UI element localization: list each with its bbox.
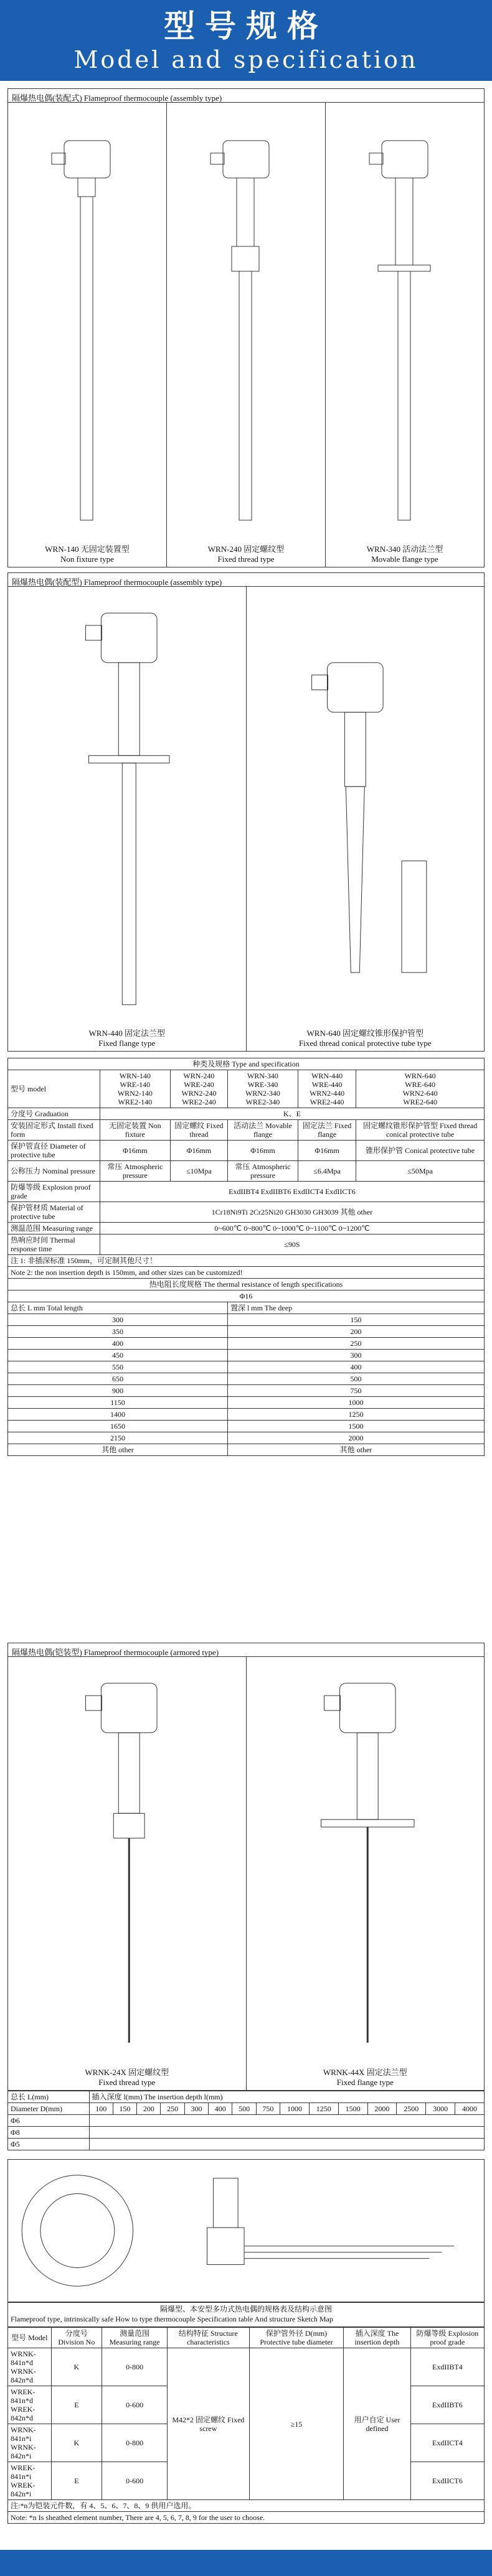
model-cell: WREK-841n*d WREK-842n*d — [8, 2386, 52, 2424]
item-en: Fixed thread conical protective tube type — [298, 1038, 432, 1048]
model-cell: WRN-140 WRE-140 WRN2-140 WRE2-140 — [100, 1070, 170, 1108]
install-value: 固定螺纹锥形保护管型 Fixed thread conical protective tube — [356, 1120, 485, 1141]
item-cn: WRNK-44X 固定法兰型 — [323, 2068, 407, 2077]
deep-cell: 300 — [227, 1350, 484, 1361]
depth-col: 500 — [232, 2103, 256, 2115]
depth-col: 1500 — [338, 2103, 367, 2115]
pressure-label: 公称压力 Nominal pressure — [8, 1161, 100, 1182]
graduation-label: 分度号 Graduation — [8, 1108, 100, 1120]
install-label: 安装固定形式 Install fixed form — [8, 1120, 100, 1141]
header-cell: 防爆等级 Explosion proof grade — [410, 2328, 484, 2348]
pressure-value: ≤6.4Mpa — [298, 1161, 356, 1182]
model-cell: WRN-240 WRE-240 WRN2-240 WRE2-240 — [170, 1070, 227, 1108]
material-label: 保护管材质 Material of protective tube — [8, 1202, 100, 1223]
model-cell: WRN-340 WRE-340 WRN2-340 WRE2-340 — [227, 1070, 298, 1108]
section-title: 隔爆热电偶(铠装型) Flameproof thermocouple (armored type) — [8, 1643, 484, 1657]
product-wrn-340 — [326, 103, 484, 567]
model-label: 型号 model — [8, 1070, 100, 1108]
deep-cell: 750 — [227, 1385, 484, 1397]
deep-cell: 其他 other — [227, 1444, 484, 1456]
length-cell: 650 — [8, 1373, 228, 1385]
install-value: 无固定装置 Non fixture — [100, 1120, 170, 1141]
diameter-cell: ≥15 — [249, 2348, 344, 2500]
depth-cell: 用户自定 User defined — [344, 2348, 410, 2500]
depth-col: 250 — [161, 2103, 184, 2115]
diameter-row: Φ8 — [8, 2127, 90, 2139]
time-value: ≤90S — [100, 1234, 484, 1255]
length-cell: 450 — [8, 1350, 228, 1361]
item-cn: WRN-140 无固定装置型 — [45, 544, 130, 554]
spec-table — [7, 1058, 485, 1456]
model-cell: WRN-440 WRE-440 WRN2-440 WRE2-440 — [298, 1070, 356, 1108]
depth-col: 300 — [184, 2103, 208, 2115]
total-length-label: 总长 L mm Total length — [8, 1302, 228, 1314]
thermocouple-drawing — [8, 587, 246, 1024]
diameter-label: Diameter D(mm) — [8, 2103, 90, 2115]
depth-col: 200 — [137, 2103, 161, 2115]
thermocouple-drawing — [8, 1657, 246, 2063]
grade-cell: ExdIIBT4 — [410, 2348, 484, 2386]
length-cell: 1650 — [8, 1421, 228, 1432]
header-cell: 测量范围 Measuring range — [102, 2328, 168, 2348]
division-cell: K — [51, 2424, 102, 2462]
item-en: Fixed flange type — [336, 2078, 394, 2087]
header-cell: 结构特征 Structure characteristics — [168, 2328, 250, 2348]
install-value: 固定螺纹 Fixed thread — [170, 1120, 227, 1141]
deep-cell: 1500 — [227, 1421, 484, 1432]
caption-cn: 隔爆型、本安型多功式热电偶的规格表及结构示意图 — [159, 2305, 332, 2313]
model-cell: WREK-841n*i WREK-842n*i — [8, 2462, 52, 2500]
length-cell: 其他 other — [8, 1444, 228, 1456]
length-diameter: Φ16 — [8, 1290, 485, 1302]
item-en: Fixed thread type — [98, 2078, 156, 2087]
header-cell: 型号 Model — [8, 2328, 52, 2348]
explosion-value: ExdIIBT4 ExdIIBT6 ExdIICT4 ExdIICT6 — [100, 1182, 484, 1202]
item-cn: WRN-440 固定法兰型 — [88, 1029, 165, 1038]
item-cn: WRN-640 固定螺纹锥形保护管型 — [306, 1029, 423, 1038]
multipoint-drawing-section — [7, 2159, 485, 2302]
spec-title: 种类及规格 Type and specification — [8, 1058, 485, 1070]
item-cn: WRN-340 活动法兰型 — [366, 544, 443, 554]
depth-col: 1250 — [309, 2103, 338, 2115]
note-en: Note: *n Is sheathed element number, There are 4, 5, 6, 7, 8, 9 for the user to choose. — [8, 2512, 485, 2524]
multipoint-caption — [7, 2302, 485, 2327]
deep-label: 置深 l mm The deep — [227, 1302, 484, 1314]
product-wrn-240 — [167, 103, 326, 567]
depth-col: 1000 — [280, 2103, 310, 2115]
depth-label: 插入深度 l(mm) The insertion depth l(mm) — [89, 2091, 484, 2103]
note-cn: 注:*n为铠装元件数，有 4、5、6、7、8、9 供用户选用。 — [8, 2500, 485, 2512]
model-cell: WRN-640 WRE-640 WRN2-640 WRE2-640 — [356, 1070, 485, 1108]
depth-col: 4000 — [455, 2103, 485, 2115]
deep-cell: 500 — [227, 1373, 484, 1385]
install-value: 活动法兰 Movable flange — [227, 1120, 298, 1141]
item-en: Movable flange type — [371, 554, 438, 564]
deep-cell: 2000 — [227, 1432, 484, 1444]
depth-col: 2500 — [397, 2103, 426, 2115]
product-wrn-440 — [8, 587, 247, 1051]
caption-en: Flameproof type, intrinsically safe How to type thermocouple Specification table And structure Sketch Map — [11, 2315, 333, 2323]
division-cell: E — [51, 2386, 102, 2424]
depth-col: 400 — [209, 2103, 232, 2115]
model-cell: WRNK-841n*i WRNK-842n*i — [8, 2424, 52, 2462]
section-title: 隔爆热电偶(装配式) Flameproof thermocouple (assembly type) — [8, 89, 484, 103]
range-value: 0~600℃ 0~800℃ 0~1000℃ 0~1100℃ 0~1200℃ — [100, 1223, 484, 1234]
armored-section — [7, 1643, 485, 2091]
length-cell: 2150 — [8, 1432, 228, 1444]
division-cell: K — [51, 2348, 102, 2386]
grade-cell: ExdIICT4 — [410, 2424, 484, 2462]
deep-cell: 200 — [227, 1326, 484, 1338]
time-label: 热响应时间 Thermal response time — [8, 1234, 100, 1255]
length-cell: 350 — [8, 1326, 228, 1338]
item-cn: WRN-240 固定螺纹型 — [207, 544, 285, 554]
range-cell: 0-800 — [102, 2348, 168, 2386]
grade-cell: ExdIIBT6 — [410, 2386, 484, 2424]
explosion-label: 防爆等级 Explosion proof grade — [8, 1182, 100, 1202]
multipoint-thermocouple-drawing — [8, 2160, 484, 2302]
division-cell: E — [51, 2462, 102, 2500]
pressure-value: 常压 Atmospheric pressure — [100, 1161, 170, 1182]
diameter-label: 保护管直径 Diameter of protective tube — [8, 1141, 100, 1161]
deep-cell: 1250 — [227, 1409, 484, 1421]
diameter-row: Φ6 — [8, 2115, 90, 2127]
depth-col: 100 — [89, 2103, 113, 2115]
pressure-value: 常压 Atmospheric pressure — [227, 1161, 298, 1182]
depth-col: 3000 — [426, 2103, 455, 2115]
thermocouple-drawing — [8, 103, 166, 539]
grade-cell: ExdIICT6 — [410, 2462, 484, 2500]
model-cell: WRNK-841n*d WRNK-842n*d — [8, 2348, 52, 2386]
depth-col: 2000 — [367, 2103, 397, 2115]
page-header — [0, 0, 492, 81]
pressure-value: ≤10Mpa — [170, 1161, 227, 1182]
diameter-value: Φ16mm — [170, 1141, 227, 1161]
footer-bar — [0, 2550, 492, 2576]
deep-cell: 1000 — [227, 1397, 484, 1409]
structure-cell: M42*2 固定螺纹 Fixed screw — [168, 2348, 250, 2500]
thermocouple-drawing — [247, 587, 485, 1024]
product-wrnk-24x — [8, 1657, 247, 2090]
item-en: Fixed flange type — [98, 1038, 156, 1048]
material-value: 1Cr18Ni9Ti 2Cr25Ni20 GH3030 GH3039 其他 other — [100, 1202, 484, 1223]
assembly-section-1 — [7, 88, 485, 567]
item-en: Non fixture type — [60, 554, 114, 564]
note-1: 注 1: 非插深标准 150mm，可定制其他尺寸！ — [8, 1255, 485, 1267]
pressure-value: ≤50Mpa — [356, 1161, 485, 1182]
note-2: Note 2: the non insertion depth is 150mm, and other sizes can be customized! — [8, 1267, 485, 1279]
multipoint-table — [7, 2327, 485, 2524]
deep-cell: 150 — [227, 1314, 484, 1326]
range-cell: 0-800 — [102, 2424, 168, 2462]
length-cell: 300 — [8, 1314, 228, 1326]
deep-cell: 400 — [227, 1361, 484, 1373]
thermocouple-drawing — [247, 1657, 485, 2063]
thermocouple-drawing — [326, 103, 484, 539]
header-cell: 分度号 Division No — [51, 2328, 102, 2348]
section-title: 隔爆热电偶(装配型) Flameproof thermocouple (assembly type) — [8, 573, 484, 587]
header-cell: 插入深度 The insertion depth — [344, 2328, 410, 2348]
assembly-section-2 — [7, 572, 485, 1052]
item-en: Fixed thread type — [217, 554, 275, 564]
depth-col: 750 — [256, 2103, 280, 2115]
range-label: 测温范围 Measuring range — [8, 1223, 100, 1234]
diameter-value: Φ16mm — [100, 1141, 170, 1161]
product-wrn-640 — [247, 587, 485, 1051]
diameter-value: 锥形保护管 Conical protective tube — [356, 1141, 485, 1161]
length-cell: 400 — [8, 1338, 228, 1350]
deep-cell: 250 — [227, 1338, 484, 1350]
insertion-table — [7, 2091, 485, 2150]
thermocouple-drawing — [167, 103, 325, 539]
diameter-value: Φ16mm — [298, 1141, 356, 1161]
install-value: 固定法兰 Fixed flange — [298, 1120, 356, 1141]
graduation-value: K、E — [100, 1108, 484, 1120]
diameter-value: Φ16mm — [227, 1141, 298, 1161]
range-cell: 0-600 — [102, 2462, 168, 2500]
diameter-row: Φ5 — [8, 2139, 90, 2150]
product-wrn-140 — [8, 103, 167, 567]
header-cell: 保护管外径 D(mm) Protective tube diameter — [249, 2328, 344, 2348]
range-cell: 0-600 — [102, 2386, 168, 2424]
length-label: 总长 L(mm) — [8, 2091, 90, 2103]
length-cell: 900 — [8, 1385, 228, 1397]
product-wrnk-44x — [247, 1657, 485, 2090]
length-cell: 550 — [8, 1361, 228, 1373]
length-cell: 1150 — [8, 1397, 228, 1409]
length-cell: 1400 — [8, 1409, 228, 1421]
item-cn: WRNK-24X 固定螺纹型 — [85, 2068, 169, 2077]
length-title: 热电阻长度规格 The thermal resistance of length specifications — [8, 1279, 485, 1290]
title-cn: 型号规格 — [164, 8, 328, 44]
title-en: Model and specification — [73, 46, 419, 73]
depth-col: 150 — [113, 2103, 136, 2115]
